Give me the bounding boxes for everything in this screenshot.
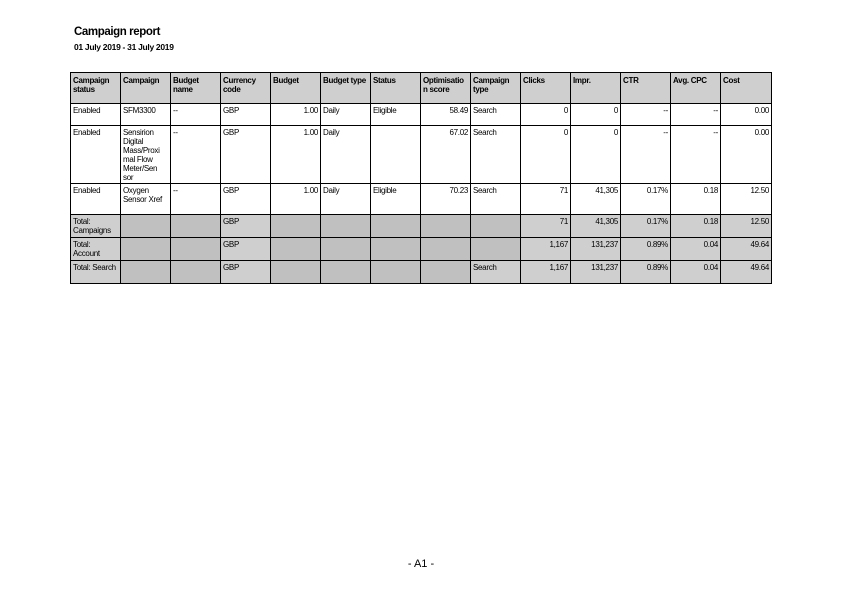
table-row	[71, 184, 772, 215]
header-budget-name: Budget name	[171, 73, 221, 104]
total-campaign-type: Search	[471, 261, 521, 284]
page-number: - A1 -	[407, 558, 435, 570]
cell-budget: 1.00	[271, 184, 321, 215]
total-currency-code: GBP	[221, 215, 271, 238]
header-budget: Budget	[271, 73, 321, 104]
header-campaign-status: Campaign status	[71, 73, 121, 104]
total-empty-cell	[371, 238, 421, 261]
cell-clicks: 71	[521, 184, 571, 215]
cell-optimisation-score: 67.02	[421, 126, 471, 184]
total-empty-cell	[171, 261, 221, 284]
total-impressions: 131,237	[571, 261, 621, 284]
cell-campaign: SFM3300	[121, 104, 171, 126]
cell-currency-code: GBP	[221, 104, 271, 126]
header-status: Status	[371, 73, 421, 104]
total-avg-cpc: 0.04	[671, 238, 721, 261]
total-empty-cell	[271, 261, 321, 284]
cell-optimisation-score: 58.49	[421, 104, 471, 126]
report-date-range: 01 July 2019 - 31 July 2019	[74, 42, 174, 52]
total-cost: 12.50	[721, 215, 772, 238]
cell-campaign: Oxygen Sensor Xref	[121, 184, 171, 215]
cell-clicks: 0	[521, 126, 571, 184]
total-campaign-type	[471, 238, 521, 261]
header-budget-type: Budget type	[321, 73, 371, 104]
cell-cost: 0.00	[721, 104, 772, 126]
total-currency-code: GBP	[221, 238, 271, 261]
cell-status: Eligible	[371, 104, 421, 126]
cell-budget-type: Daily	[321, 184, 371, 215]
total-cost: 49.64	[721, 238, 772, 261]
total-impressions: 41,305	[571, 215, 621, 238]
total-empty-cell	[121, 238, 171, 261]
cell-avg-cpc: --	[671, 104, 721, 126]
header-campaign: Campaign	[121, 73, 171, 104]
cell-optimisation-score: 70.23	[421, 184, 471, 215]
cell-campaign-type: Search	[471, 104, 521, 126]
cell-currency-code: GBP	[221, 184, 271, 215]
report-title: Campaign report	[74, 26, 161, 38]
campaign-report-table	[70, 72, 772, 284]
cell-campaign-status: Enabled	[71, 126, 121, 184]
cell-campaign-status: Enabled	[71, 184, 121, 215]
total-label: Total: Account	[71, 238, 121, 261]
header-impressions: Impr.	[571, 73, 621, 104]
total-empty-cell	[271, 215, 321, 238]
total-empty-cell	[121, 261, 171, 284]
total-empty-cell	[421, 261, 471, 284]
total-clicks: 1,167	[521, 261, 571, 284]
cell-ctr: 0.17%	[621, 184, 671, 215]
total-avg-cpc: 0.04	[671, 261, 721, 284]
total-ctr: 0.89%	[621, 261, 671, 284]
total-empty-cell	[371, 215, 421, 238]
total-row-campaigns	[71, 215, 772, 238]
total-impressions: 131,237	[571, 238, 621, 261]
header-avg-cpc: Avg. CPC	[671, 73, 721, 104]
cell-budget: 1.00	[271, 104, 321, 126]
total-empty-cell	[321, 215, 371, 238]
cell-clicks: 0	[521, 104, 571, 126]
total-campaign-type	[471, 215, 521, 238]
cell-campaign-type: Search	[471, 126, 521, 184]
cell-budget-type: Daily	[321, 126, 371, 184]
total-empty-cell	[121, 215, 171, 238]
cell-budget-name: --	[171, 104, 221, 126]
header-currency-code: Currency code	[221, 73, 271, 104]
cell-impressions: 0	[571, 104, 621, 126]
table-header-row	[71, 73, 772, 104]
cell-cost: 0.00	[721, 126, 772, 184]
cell-status: Eligible	[371, 184, 421, 215]
total-avg-cpc: 0.18	[671, 215, 721, 238]
cell-avg-cpc: 0.18	[671, 184, 721, 215]
total-clicks: 1,167	[521, 238, 571, 261]
cell-budget-name: --	[171, 184, 221, 215]
total-empty-cell	[321, 238, 371, 261]
cell-budget-type: Daily	[321, 104, 371, 126]
table-row	[71, 126, 772, 184]
total-empty-cell	[171, 215, 221, 238]
total-clicks: 71	[521, 215, 571, 238]
cell-avg-cpc: --	[671, 126, 721, 184]
total-empty-cell	[371, 261, 421, 284]
total-empty-cell	[171, 238, 221, 261]
total-cost: 49.64	[721, 261, 772, 284]
cell-ctr: --	[621, 126, 671, 184]
total-empty-cell	[321, 261, 371, 284]
cell-budget: 1.00	[271, 126, 321, 184]
header-optimisation-score: Optimisatio n score	[421, 73, 471, 104]
cell-currency-code: GBP	[221, 126, 271, 184]
cell-status	[371, 126, 421, 184]
cell-campaign-type: Search	[471, 184, 521, 215]
total-ctr: 0.89%	[621, 238, 671, 261]
cell-cost: 12.50	[721, 184, 772, 215]
total-empty-cell	[421, 238, 471, 261]
header-campaign-type: Campaign type	[471, 73, 521, 104]
cell-campaign: Sensirion Digital Mass/Proxi mal Flow Meter/Sen sor	[121, 126, 171, 184]
cell-campaign-status: Enabled	[71, 104, 121, 126]
table-row	[71, 104, 772, 126]
cell-impressions: 0	[571, 126, 621, 184]
cell-budget-name: --	[171, 126, 221, 184]
total-row-search	[71, 261, 772, 284]
total-label: Total: Campaigns	[71, 215, 121, 238]
total-row-account	[71, 238, 772, 261]
total-ctr: 0.17%	[621, 215, 671, 238]
total-empty-cell	[271, 238, 321, 261]
cell-ctr: --	[621, 104, 671, 126]
header-clicks: Clicks	[521, 73, 571, 104]
header-cost: Cost	[721, 73, 772, 104]
total-label: Total: Search	[71, 261, 121, 284]
cell-impressions: 41,305	[571, 184, 621, 215]
total-currency-code: GBP	[221, 261, 271, 284]
header-ctr: CTR	[621, 73, 671, 104]
total-empty-cell	[421, 215, 471, 238]
